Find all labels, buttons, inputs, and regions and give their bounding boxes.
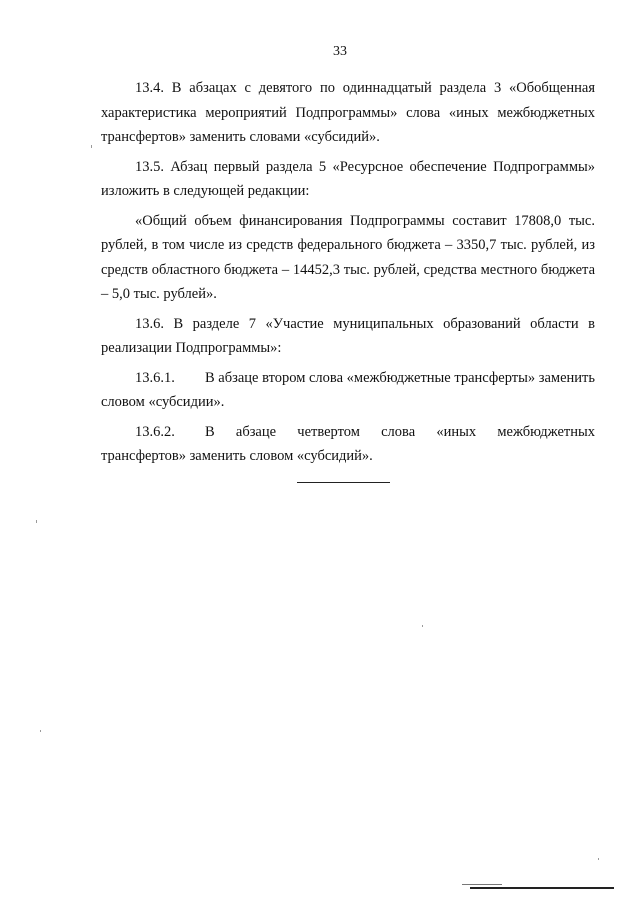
- quoted-paragraph: «Общий объем финансирования Подпрограммы составит 17808,0 тыс. рублей, в том числе из средств федерального бюджета – 3350,7 тыс. рублей, из средств областного бюджета – 14452,3 тыс. рублей, средства местного бюджета – 5,0 тыс. рублей».: [101, 212, 595, 302]
- scan-speck: [422, 625, 423, 627]
- paragraph-13-6-1: [101, 366, 595, 415]
- scan-speck: [36, 520, 37, 523]
- item-text: В абзаце втором слова «межбюджетные трансферты» заменить словом «субсидии».: [101, 369, 595, 410]
- paragraph-13-4: 13.4. В абзацах с девятого по одиннадцатый раздела 3 «Обобщенная характеристика мероприятий Подпрограммы» слова «иных межбюджетных трансфертов» заменить словами «субсидий».: [101, 80, 595, 145]
- paragraph-13-6-2: [101, 420, 595, 469]
- end-separator-line: [297, 482, 390, 483]
- item-text: В абзаце четвертом слова «иных межбюджетных трансфертов» заменить словом «субсидий».: [101, 423, 595, 464]
- footer-line-thin: [462, 884, 502, 885]
- document-body: [101, 76, 595, 474]
- paragraph-13-6: 13.6. В разделе 7 «Участие муниципальных образований области в реализации Подпрограммы»:: [101, 315, 595, 356]
- item-number: 13.6.2.: [135, 423, 175, 440]
- footer-line: [470, 887, 614, 889]
- item-number: 13.6.1.: [135, 369, 175, 386]
- scan-speck: [91, 145, 92, 148]
- scan-speck: [598, 858, 599, 860]
- scan-speck: [40, 730, 41, 732]
- paragraph-13-5: 13.5. Абзац первый раздела 5 «Ресурсное обеспечение Подпрограммы» изложить в следующей редакции:: [101, 158, 595, 199]
- page-number: 33: [333, 44, 347, 59]
